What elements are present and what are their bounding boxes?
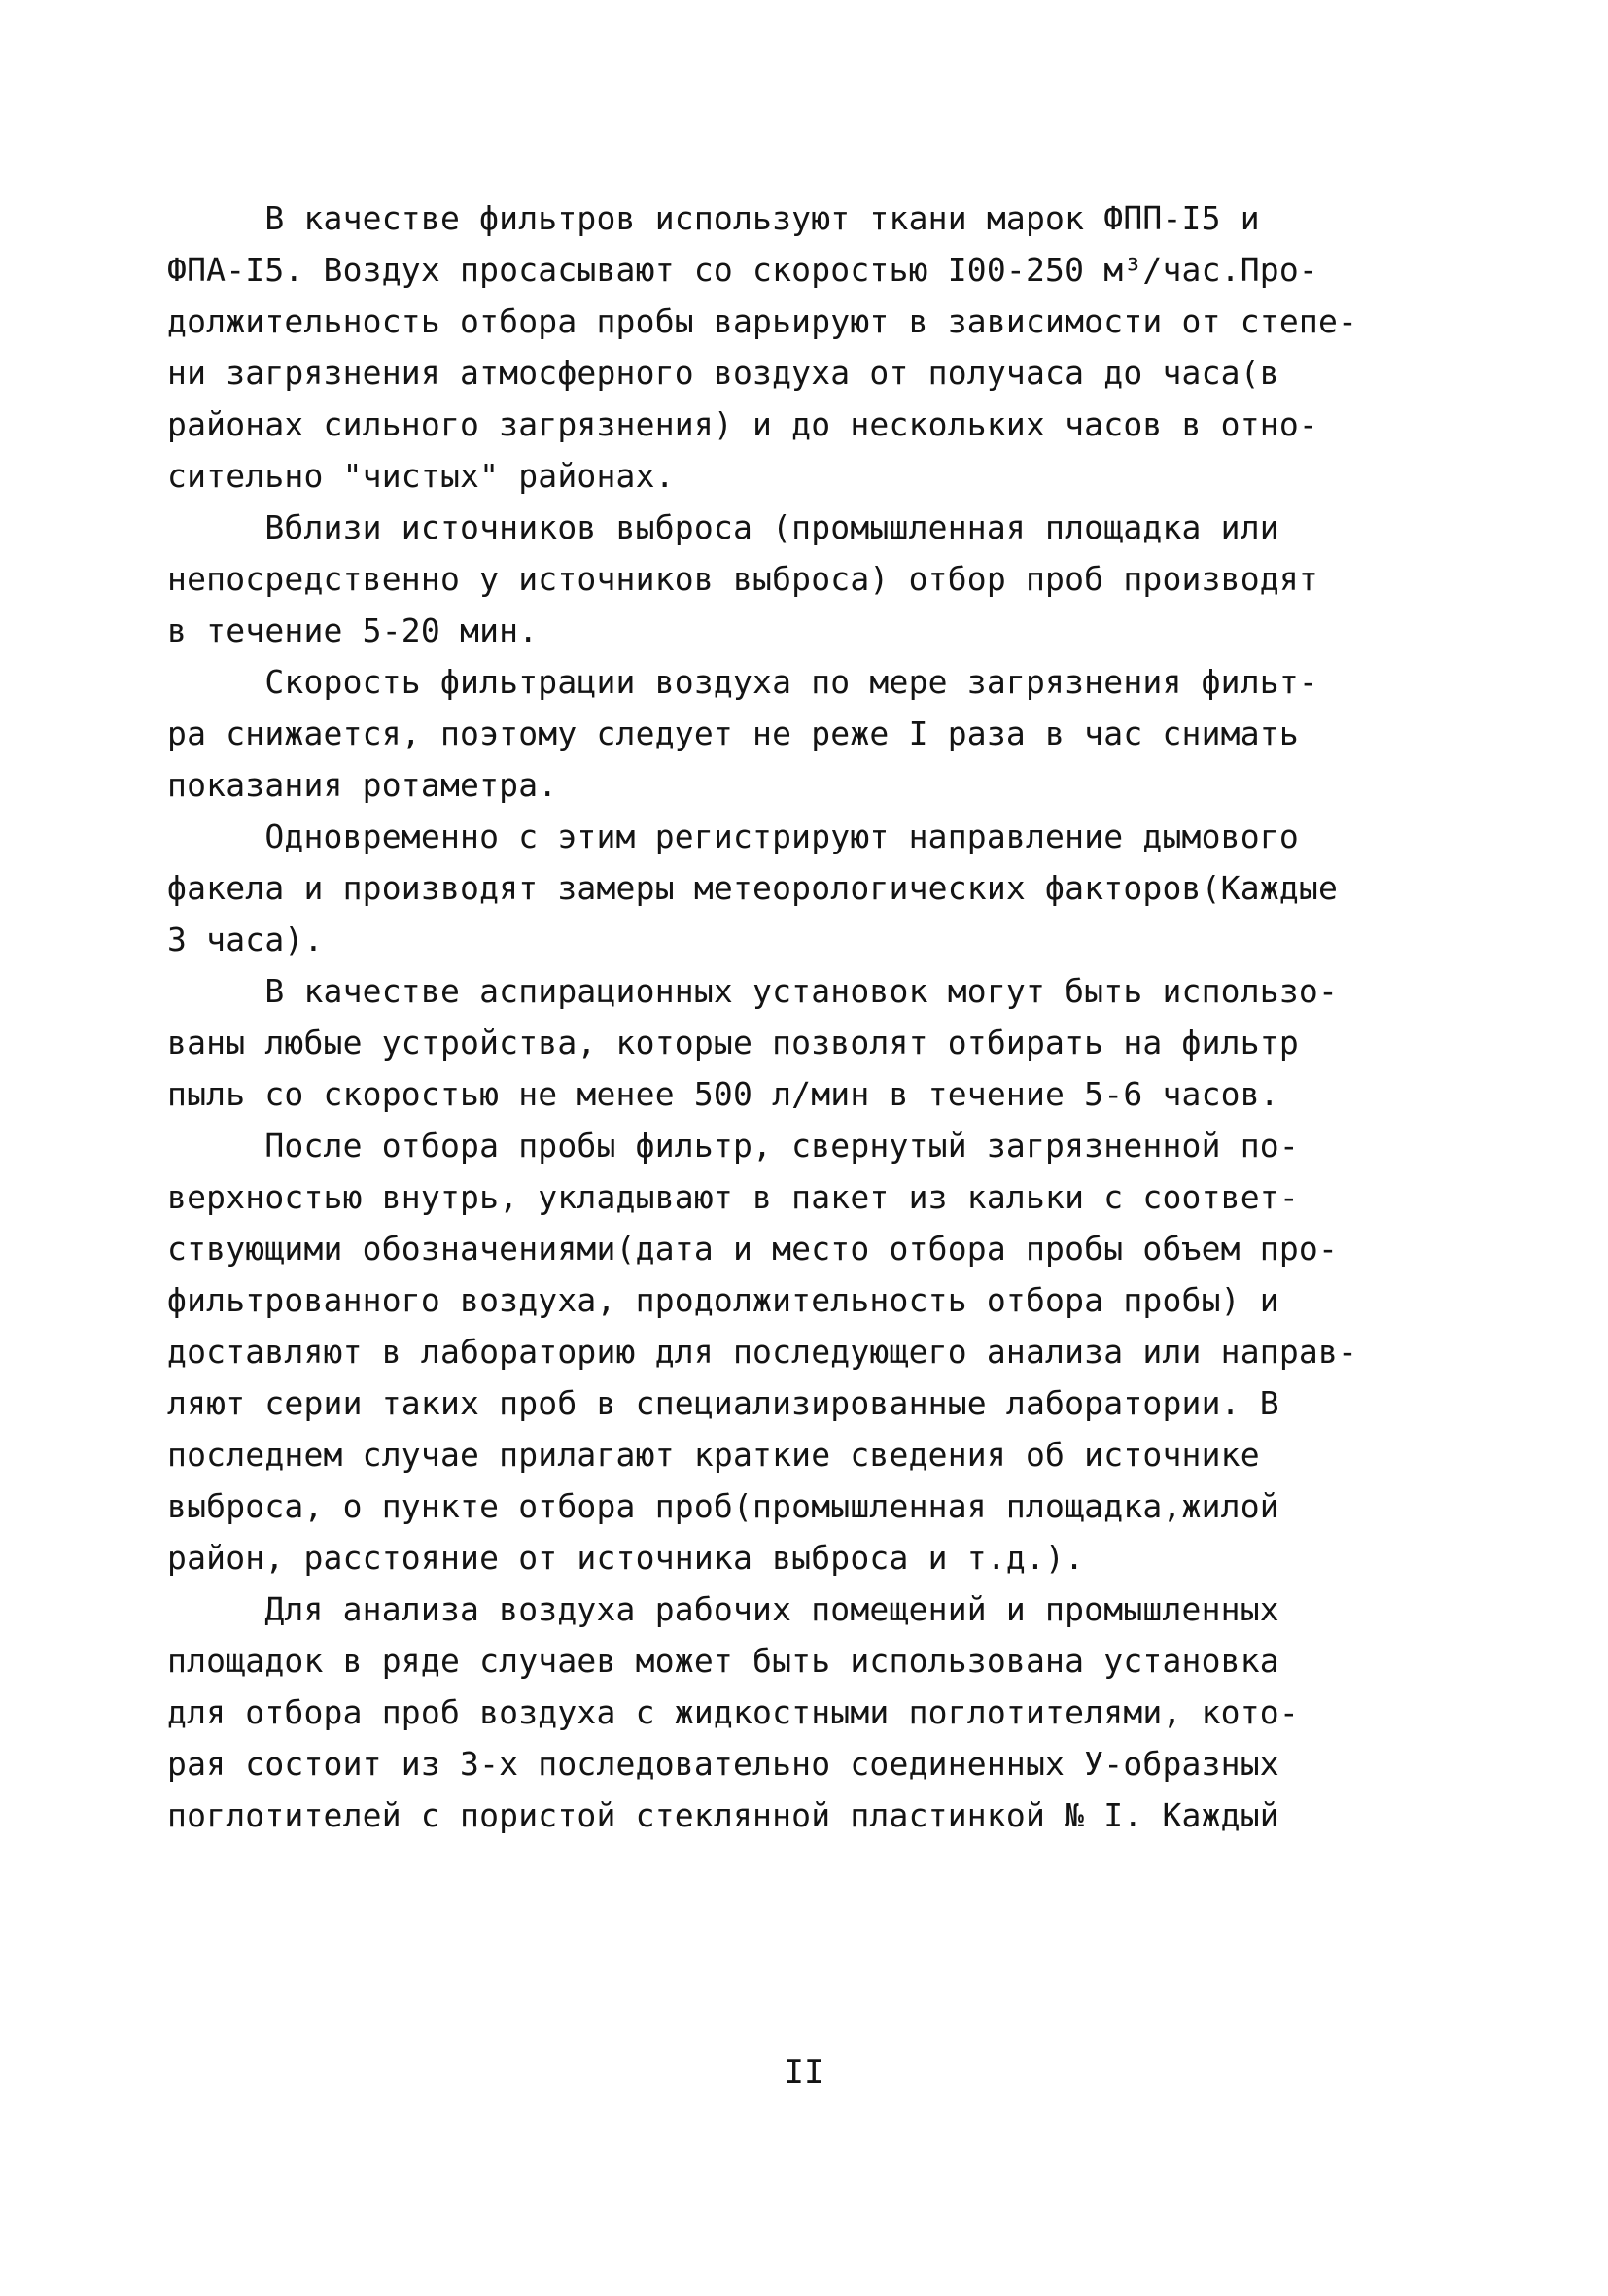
text-line: фильтрованного воздуха, продолжительность отбора пробы) и — [167, 1281, 1279, 1319]
text-line: Скорость фильтрации воздуха по мере загрязнения фильт- — [167, 663, 1318, 701]
text-line: должительность отбора пробы варьируют в зависимости от степе- — [167, 302, 1358, 340]
text-line: Одновременно с этим регистрируют направление дымового — [167, 818, 1299, 855]
text-line: площадок в ряде случаев может быть использована установка — [167, 1642, 1279, 1680]
text-line: 3 часа). — [167, 921, 324, 958]
paragraph-near-sources — [167, 502, 1470, 656]
text-line: ФПА-I5. Воздух просасывают со скоростью I00-250 м³/час.Про- — [167, 251, 1318, 289]
text-line: ляют серии таких проб в специализированные лаборатории. В — [167, 1384, 1279, 1422]
text-line: В качестве аспирационных установок могут быть использо- — [167, 972, 1339, 1010]
text-line: ра снижается, поэтому следует не реже I раза в час снимать — [167, 714, 1299, 752]
text-line: факела и производят замеры метеорологических факторов(Каждые — [167, 869, 1339, 907]
text-line: выброса, о пункте отбора проб(промышленная площадка,жилой — [167, 1487, 1279, 1525]
text-line: ваны любые устройства, которые позволят отбирать на фильтр — [167, 1024, 1299, 1061]
paragraph-workplace-air — [167, 1583, 1470, 1841]
text-line: район, расстояние от источника выброса и т.д.). — [167, 1539, 1085, 1577]
text-line: показания ротаметра. — [167, 766, 558, 804]
paragraph-aspiration — [167, 965, 1470, 1120]
text-line: ствующими обозначениями(дата и место отбора пробы объем про- — [167, 1230, 1339, 1268]
text-line: в течение 5-20 мин. — [167, 611, 539, 649]
text-line: Для анализа воздуха рабочих помещений и промышленных — [167, 1590, 1279, 1628]
text-line: пыль со скоростью не менее 500 л/мин в течение 5-6 часов. — [167, 1075, 1279, 1113]
paragraph-after-sampling — [167, 1120, 1470, 1583]
text-line: непосредственно у источников выброса) отбор проб производят — [167, 560, 1318, 598]
body-text — [167, 192, 1470, 1841]
text-line: доставляют в лабораторию для последующего анализа или направ- — [167, 1333, 1358, 1371]
paragraph-smoke-plume — [167, 811, 1470, 965]
text-line: После отбора пробы фильтр, свернутый загрязненной по- — [167, 1127, 1299, 1165]
text-line: районах сильного загрязнения) и до нескольких часов в отно- — [167, 405, 1318, 443]
text-line: сительно "чистых" районах. — [167, 457, 675, 495]
text-line: рая состоит из 3-х последовательно соединенных У-образных — [167, 1745, 1279, 1783]
text-line: поглотителей с пористой стеклянной пластинкой № I. Каждый — [167, 1796, 1279, 1834]
text-line: последнем случае прилагают краткие сведения об источнике — [167, 1436, 1260, 1474]
text-line: Вблизи источников выброса (промышленная площадка или — [167, 508, 1279, 546]
paragraph-filtration-speed — [167, 656, 1470, 811]
text-line: для отбора проб воздуха с жидкостными поглотителями, кото- — [167, 1693, 1299, 1731]
text-line: верхностью внутрь, укладывают в пакет из кальки с соответ- — [167, 1178, 1299, 1216]
text-line: ни загрязнения атмосферного воздуха от получаса до часа(в — [167, 354, 1279, 392]
page-number: II — [784, 2053, 824, 2092]
text-line: В качестве фильтров используют ткани марок ФПП-I5 и — [167, 199, 1260, 237]
paragraph-filters — [167, 192, 1470, 502]
